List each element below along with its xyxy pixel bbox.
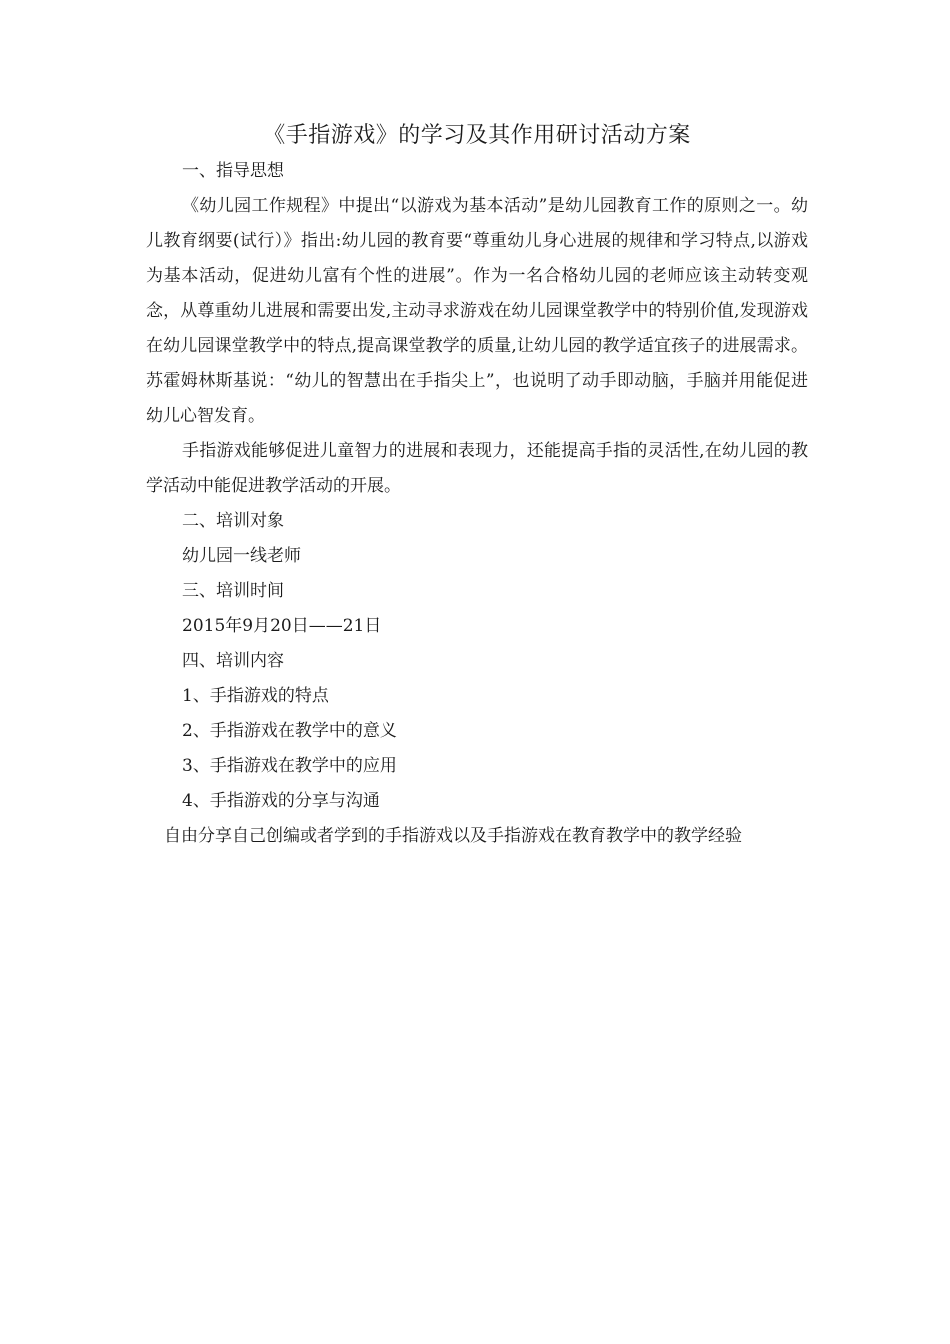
closing-text: 自由分享自己创编或者学到的手指游戏以及手指游戏在教育教学中的教学经验 [164,826,742,846]
document-title: 《手指游戏》的学习及其作用研讨活动方案 [263,123,691,148]
content-item-3: 3、手指游戏在教学中的应用 [182,756,397,776]
content-item-2: 2、手指游戏在教学中的意义 [182,721,397,741]
paragraph-guiding-2: 手指游戏能够促进儿童智力的进展和表现力，还能提高手指的灵活性,在幼儿园的教学活动中能促进教学活动的开展。 [146,441,808,496]
section-heading-target: 二、培训对象 [182,511,284,531]
target-text: 幼儿园一线老师 [182,546,301,566]
section-heading-guiding: 一、指导思想 [182,161,284,181]
section-heading-time: 三、培训时间 [182,581,284,601]
time-text: 2015年9月20日——21日 [182,616,382,636]
content-item-1: 1、手指游戏的特点 [182,686,329,706]
section-heading-content: 四、培训内容 [182,651,284,671]
document-body [146,118,808,854]
content-item-4: 4、手指游戏的分享与沟通 [182,791,380,811]
paragraph-guiding-1: 《幼儿园工作规程》中提出“以游戏为基本活动”是幼儿园教育工作的原则之一。幼儿教育纲要(试行）》指出:幼儿园的教育要“尊重幼儿身心进展的规律和学习特点,以游戏为基本活动，促进幼儿富有个性的进展”。作为一名合格幼儿园的老师应该主动转变观念，从尊重幼儿进展和需要出发,主动寻求游戏在幼儿园课堂教学中的特别价值,发现游戏在幼儿园课堂教学中的特点,提高课堂教学的质量,让幼儿园的教学适宜孩子的进展需求。苏霍姆林斯基说：“幼儿的智慧出在手指尖上”，也说明了动手即动脑，手脑并用能促进幼儿心智发育。 [146,196,808,426]
